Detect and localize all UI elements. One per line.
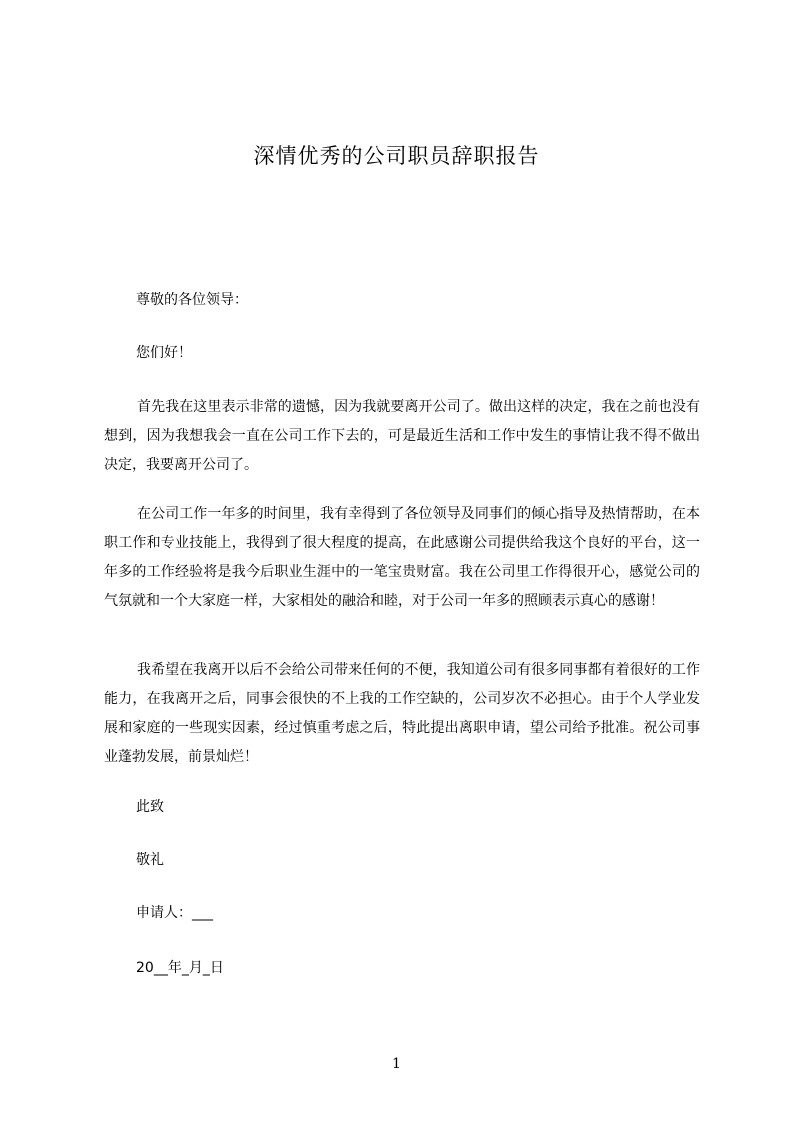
date-line: 20__年_月_日 bbox=[136, 960, 224, 976]
body-paragraph-1: 首先我在这里表示非常的遗憾，因为我就要离开公司了。做出这样的决定，我在之前也没有想到，因为我想我会一直在公司工作下去的，可是最近生活和工作中发生的事情让我不得不做出决定，我要离开公司了。 bbox=[104, 399, 700, 473]
greeting: 您们好！ bbox=[136, 345, 192, 361]
salutation: 尊敬的各位领导： bbox=[136, 292, 248, 308]
page-number: 1 bbox=[392, 1056, 401, 1072]
closing-jing-li: 敬礼 bbox=[136, 852, 164, 868]
document-title: 深情优秀的公司职员辞职报告 bbox=[253, 144, 540, 168]
closing-ci-zhi: 此致 bbox=[136, 799, 164, 815]
body-paragraph-3: 我希望在我离开以后不会给公司带来任何的不便，我知道公司有很多同事都有着很好的工作能力，在我离开之后，同事会很快的不上我的工作空缺的，公司岁次不必担心。由于个人学业发展和家庭的一些现实因素，经过慎重考虑之后，特此提出离职申请，望公司给予批准。祝公司事业蓬勃发展，前景灿烂！ bbox=[104, 662, 700, 765]
body-paragraph-2: 在公司工作一年多的时间里，我有幸得到了各位领导及同事们的倾心指导及热情帮助，在本职工作和专业技能上，我得到了很大程度的提高，在此感谢公司提供给我这个良好的平台，这一年多的工作经验将是我今后职业生涯中的一笔宝贵财富。我在公司里工作得很开心，感觉公司的气氛就和一个大家庭一样，大家相处的融洽和睦，对于公司一年多的照顾表示真心的感谢！ bbox=[104, 506, 700, 609]
applicant-signature-line: 申请人：___ bbox=[136, 905, 213, 921]
